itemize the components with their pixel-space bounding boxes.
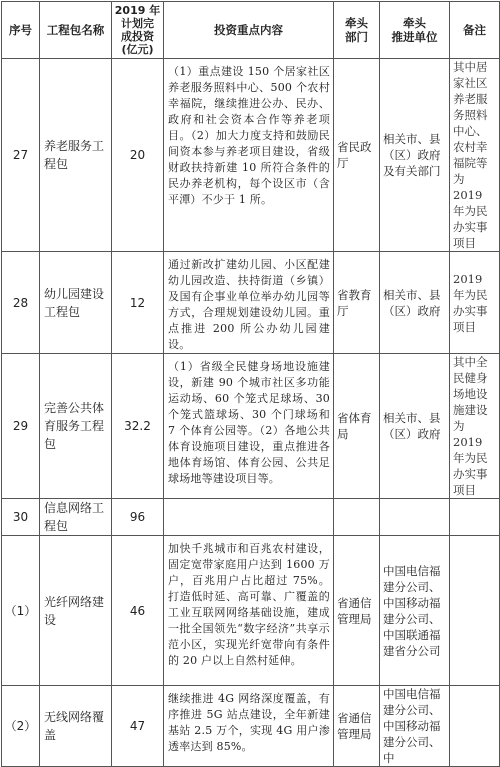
header-content: 投资重点内容 — [164, 2, 334, 59]
name-cell: 完善公共体育服务工程包 — [40, 354, 112, 499]
header-lead-unit: 牵头 推进单位 — [380, 2, 450, 59]
note-cell — [450, 536, 500, 686]
name-cell: 信息网络工程包 — [40, 499, 112, 536]
note-cell — [450, 686, 500, 767]
seq-cell: 27 — [2, 59, 40, 252]
seq-cell: 28 — [2, 252, 40, 354]
content-cell: 加快千兆城市和百兆农村建设，固定宽带家庭用户达到 1600 万户，百兆用户占比超过 75%。打造低时延、高可靠、广覆盖的工业互联网网络基础设施，建成一批全国领先“数字经济”共享示范小区，实现光纤宽带向有条件的 20 户以上自然村延伸。 — [164, 536, 334, 686]
header-seq: 序号 — [2, 2, 40, 59]
content-cell: （1）省级全民健身场地设施建设，新建 90 个城市社区多功能运动场、60 个笼式足球场、30 个笼式篮球场、30 个门球场和 7 个体育公园等。（2）各地公共体育设施项目建设，重点推进各地体育场馆、体育公园、公共足球场地等建设项目等。 — [164, 354, 334, 499]
table-row — [2, 536, 500, 686]
investment-cell: 47 — [112, 686, 164, 767]
name-cell: 养老服务工程包 — [40, 59, 112, 252]
lead-unit-cell: 中国电信福建分公司、中国移动福建分公司、中国联通福建省分公司 — [380, 536, 450, 686]
seq-cell: （2） — [2, 686, 40, 767]
lead-unit-cell: 相关市、县（区）政府及有关部门 — [380, 59, 450, 252]
lead-dept-cell: 省教育厅 — [334, 252, 380, 354]
header-name: 工程包名称 — [40, 2, 112, 59]
investment-cell: 96 — [112, 499, 164, 536]
seq-cell: 29 — [2, 354, 40, 499]
investment-cell: 46 — [112, 536, 164, 686]
lead-unit-cell: 相关市、县（区）政府 — [380, 354, 450, 499]
note-cell: 其中全民健身场地设施建设为 2019 年为民办实事项目 — [450, 354, 500, 499]
lead-dept-cell: 省体育局 — [334, 354, 380, 499]
content-cell: 通过新改扩建幼儿园、小区配建幼儿园改造、扶持街道（乡镇）及国有企事业单位举办幼儿园等方式，合理规划建设幼儿园。重点推进 200 所公办幼儿园建设。 — [164, 252, 334, 354]
name-cell: 光纤网络建设 — [40, 536, 112, 686]
lead-dept-cell: 省通信管理局 — [334, 686, 380, 767]
investment-cell: 12 — [112, 252, 164, 354]
investment-cell: 32.2 — [112, 354, 164, 499]
content-cell — [164, 499, 334, 536]
note-cell: 2019 年为民办实事项目 — [450, 252, 500, 354]
lead-dept-cell: 省通信管理局 — [334, 536, 380, 686]
name-cell: 幼儿园建设工程包 — [40, 252, 112, 354]
table-row — [2, 354, 500, 499]
lead-dept-cell: 省民政厅 — [334, 59, 380, 252]
name-cell: 无线网络覆盖 — [40, 686, 112, 767]
header-row — [2, 2, 500, 59]
content-cell: （1）重点建设 150 个居家社区养老服务照料中心、500 个农村幸福院，继续推进公办、民办、政府和社会资本合作等养老项目。（2）加大力度支持和鼓励民间资本参与养老项目建设，省级财政扶持新建 10 所符合条件的民办养老机构，每个设区市（含平潭）不少于 1 所。 — [164, 59, 334, 252]
content-cell: 继续推进 4G 网络深度覆盖，有序推进 5G 站点建设，全年新建基站 2.5 万个，实现 4G 用户渗透率达到 85%。 — [164, 686, 334, 767]
table-row — [2, 252, 500, 354]
investment-table — [1, 1, 500, 767]
table-row — [2, 59, 500, 252]
header-note: 备注 — [450, 2, 500, 59]
investment-cell: 20 — [112, 59, 164, 252]
lead-dept-cell — [334, 499, 380, 536]
lead-unit-cell: 相关市、县（区）政府 — [380, 252, 450, 354]
header-lead-dept: 牵头 部门 — [334, 2, 380, 59]
seq-cell: 30 — [2, 499, 40, 536]
lead-unit-cell: 中国电信福建分公司、中国移动福建分公司、中 — [380, 686, 450, 767]
header-investment: 2019 年 计划完 成投资 (亿元) — [112, 2, 164, 59]
note-cell: 其中居家社区养老服务照料中心、农村幸福院等为 2019 年为民办实事项目 — [450, 59, 500, 252]
lead-unit-cell — [380, 499, 450, 536]
seq-cell: （1） — [2, 536, 40, 686]
note-cell — [450, 499, 500, 536]
table-row — [2, 686, 500, 767]
table-row — [2, 499, 500, 536]
